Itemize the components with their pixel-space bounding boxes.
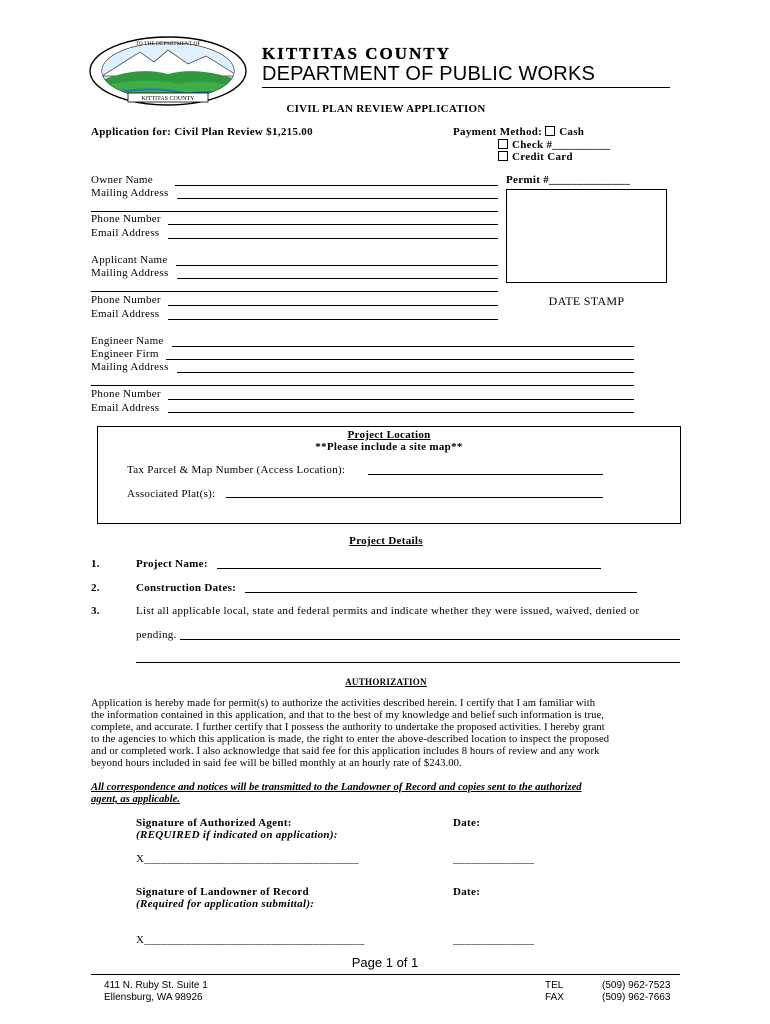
engineer-mailing-field-2[interactable] xyxy=(91,385,634,386)
project-name-field[interactable] xyxy=(217,568,601,569)
detail-item-2-number: 2. xyxy=(91,582,100,594)
footer-tel-label: TEL xyxy=(545,980,564,991)
correspondence-notice-line-2: agent, as applicable. xyxy=(91,794,180,805)
footer-fax-label: FAX xyxy=(545,992,564,1003)
detail-item-1-number: 1. xyxy=(91,558,100,570)
applicant-mailing-label: Mailing Address xyxy=(91,267,169,279)
landowner-signature-field[interactable]: X______________________________________ xyxy=(136,934,365,946)
cash-label: Cash xyxy=(559,126,585,138)
authorization-title: AUTHORIZATION xyxy=(345,677,427,687)
project-name-label: Project Name: xyxy=(136,558,208,570)
tax-parcel-field[interactable] xyxy=(368,474,603,475)
owner-mailing-field[interactable] xyxy=(177,198,498,199)
header-rule xyxy=(262,87,670,88)
permits-field-2[interactable] xyxy=(136,662,680,663)
owner-mailing-field-2[interactable] xyxy=(91,211,498,212)
applicant-mailing-field[interactable] xyxy=(177,278,498,279)
check-checkbox[interactable] xyxy=(498,139,508,149)
owner-email-field[interactable] xyxy=(168,238,498,239)
landowner-signature-requirement: (Required for application submittal): xyxy=(136,898,315,910)
payment-method xyxy=(453,126,610,164)
engineer-name-label: Engineer Name xyxy=(91,335,164,347)
agent-date-field[interactable]: ______________ xyxy=(453,853,535,865)
county-name: KITTITAS COUNTY xyxy=(262,44,451,63)
form-title: CIVIL PLAN REVIEW APPLICATION xyxy=(286,103,486,115)
agent-signature-field[interactable]: X_____________________________________ xyxy=(136,853,359,865)
footer-fax-number: (509) 962-7663 xyxy=(602,992,671,1003)
engineer-email-field[interactable] xyxy=(168,412,634,413)
associated-plats-field[interactable] xyxy=(226,497,603,498)
landowner-signature-label: Signature of Landowner of Record xyxy=(136,886,309,898)
tax-parcel-label: Tax Parcel & Map Number (Access Location): xyxy=(127,464,346,476)
permits-field[interactable] xyxy=(180,639,680,640)
engineer-mailing-field[interactable] xyxy=(177,372,634,373)
landowner-date-field[interactable]: ______________ xyxy=(453,934,535,946)
engineer-email-label: Email Address xyxy=(91,402,160,414)
check-label: Check #__________ xyxy=(512,138,611,151)
owner-name-field[interactable] xyxy=(175,185,498,186)
footer-address-2: Ellensburg, WA 98926 xyxy=(104,992,203,1003)
footer-rule xyxy=(91,974,680,975)
applicant-phone-field[interactable] xyxy=(168,305,498,306)
project-location-note: **Please include a site map** xyxy=(315,441,463,453)
authorization-line-5: and or completed work. I also acknowledge that said fee for this application includes 8 hours of review and any work xyxy=(91,746,600,758)
engineer-firm-label: Engineer Firm xyxy=(91,348,159,360)
permit-number-label: Permit #______________ xyxy=(506,174,631,186)
correspondence-notice-line-1: All correspondence and notices will be transmitted to the Landowner of Record and copies sent to the authorized xyxy=(91,782,582,793)
correspondence-notice xyxy=(91,782,683,806)
authorization-line-3: complete, and accurate. I further certify that I possess the authority to undertake the proposed activities. I hereby grant xyxy=(91,722,605,734)
engineer-mailing-label: Mailing Address xyxy=(91,361,169,373)
owner-email-label: Email Address xyxy=(91,227,160,239)
department-title: DEPARTMENT OF PUBLIC WORKS xyxy=(262,63,596,85)
engineer-name-field[interactable] xyxy=(172,346,634,347)
application-for: Application for: Civil Plan Review $1,215.00 xyxy=(91,126,313,138)
pending-label: pending. xyxy=(136,629,177,641)
engineer-firm-field[interactable] xyxy=(166,359,634,360)
applicant-name-field[interactable] xyxy=(176,265,498,266)
agent-signature-requirement: (REQUIRED if indicated on application): xyxy=(136,829,338,841)
project-details-title: Project Details xyxy=(349,535,423,547)
owner-mailing-label: Mailing Address xyxy=(91,187,169,199)
owner-name-label: Owner Name xyxy=(91,174,153,186)
seal-text-bottom: KITTITAS COUNTY xyxy=(141,96,195,102)
seal-text-top: TO THE DEPARTMENT OF xyxy=(135,41,201,47)
credit-card-checkbox[interactable] xyxy=(498,151,508,161)
owner-phone-field[interactable] xyxy=(168,224,498,225)
credit-card-label: Credit Card xyxy=(512,151,573,163)
applicant-email-label: Email Address xyxy=(91,308,160,320)
applicant-phone-label: Phone Number xyxy=(91,294,161,306)
cash-checkbox[interactable] xyxy=(545,126,555,136)
construction-dates-label: Construction Dates: xyxy=(136,582,237,594)
associated-plats-label: Associated Plat(s): xyxy=(127,488,216,500)
engineer-phone-label: Phone Number xyxy=(91,388,161,400)
applicant-email-field[interactable] xyxy=(168,319,498,320)
footer-address-1: 411 N. Ruby St. Suite 1 xyxy=(104,980,208,991)
applicant-name-label: Applicant Name xyxy=(91,254,168,266)
authorization-line-1: Application is hereby made for permit(s) to authorize the activities described herein. I certify that I am familiar with xyxy=(91,698,596,709)
payment-method-label: Payment Method: xyxy=(453,126,543,138)
county-seal-logo xyxy=(88,36,248,106)
date-stamp-box xyxy=(506,189,667,283)
page-number: Page 1 of 1 xyxy=(351,955,419,970)
authorization-body xyxy=(91,698,683,771)
agent-date-label: Date: xyxy=(453,817,481,829)
authorization-line-2: the information contained in this application, and that to the best of my knowledge and belief such information is true, xyxy=(91,710,605,722)
agent-signature-label: Signature of Authorized Agent: xyxy=(136,817,292,829)
engineer-phone-field[interactable] xyxy=(168,399,634,400)
footer-tel-number: (509) 962-7523 xyxy=(602,980,671,991)
project-location-title: Project Location xyxy=(347,429,431,441)
applicant-mailing-field-2[interactable] xyxy=(91,291,498,292)
owner-phone-label: Phone Number xyxy=(91,213,161,225)
authorization-line-6: beyond hours included in said fee will be billed monthly at an hourly rate of $243.00. xyxy=(91,758,462,770)
permits-list-label: List all applicable local, state and federal permits and indicate whether they were issued, waived, denied or xyxy=(136,605,640,617)
authorization-line-4: to the agencies to which this application is made, the right to enter the above-described location to inspect the proposed xyxy=(91,734,610,746)
date-stamp-label: DATE STAMP xyxy=(548,294,625,308)
landowner-date-label: Date: xyxy=(453,886,481,898)
detail-item-3-number: 3. xyxy=(91,605,100,617)
construction-dates-field[interactable] xyxy=(245,592,637,593)
